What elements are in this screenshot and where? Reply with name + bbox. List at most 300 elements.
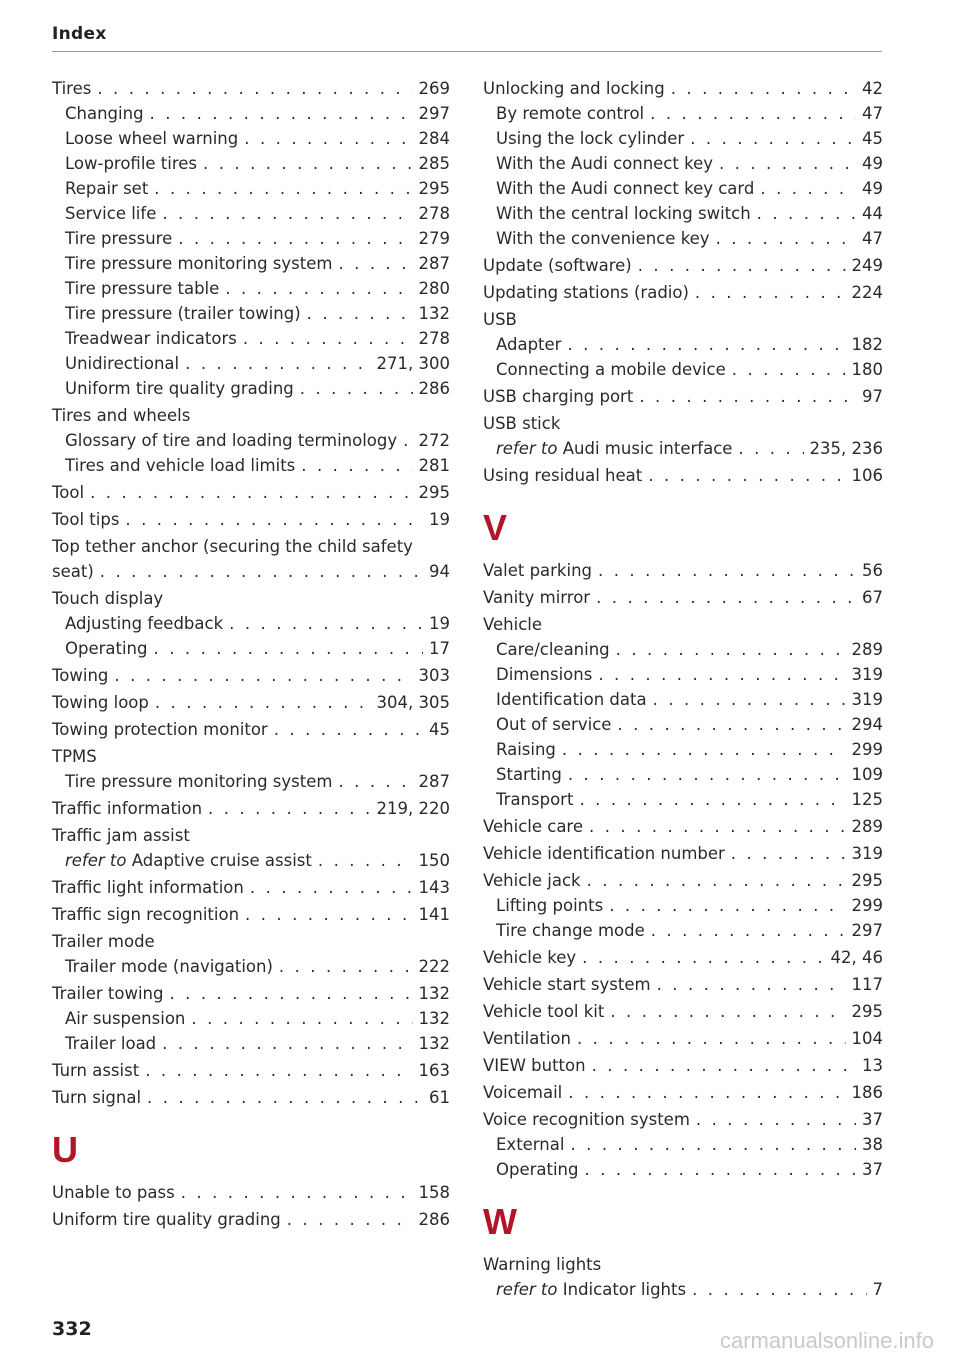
page-reference: 38 bbox=[862, 1135, 883, 1154]
index-entry-label: Turn signal bbox=[52, 1088, 142, 1107]
index-entry bbox=[483, 253, 883, 278]
index-entry bbox=[52, 76, 450, 101]
index-subentry bbox=[52, 428, 450, 453]
index-entry-label: Trailer load bbox=[65, 1034, 157, 1053]
dot-leader bbox=[638, 253, 846, 278]
page-reference: 279 bbox=[418, 229, 450, 248]
page-reference: 42 bbox=[862, 79, 883, 98]
index-entry-label: Dimensions bbox=[496, 665, 593, 684]
page-reference: 295 bbox=[418, 483, 450, 502]
dot-leader bbox=[671, 76, 856, 101]
index-entry-label: Vehicle key bbox=[483, 948, 577, 967]
dot-leader bbox=[609, 893, 845, 918]
dot-leader bbox=[657, 972, 846, 997]
index-subentry bbox=[483, 737, 883, 762]
index-entry-label: Adapter bbox=[496, 335, 562, 354]
index-subentry bbox=[483, 436, 883, 461]
index-entry-label: Glossary of tire and loading terminology bbox=[65, 431, 398, 450]
index-entry bbox=[52, 1180, 450, 1205]
page-reference: 299 bbox=[851, 740, 883, 759]
dot-leader bbox=[650, 101, 856, 126]
index-entry bbox=[52, 559, 450, 584]
page-reference: 285 bbox=[418, 154, 450, 173]
index-entry-label: Uniform tire quality grading bbox=[52, 1210, 281, 1229]
dot-leader bbox=[191, 1006, 412, 1031]
index-subentry bbox=[483, 687, 883, 712]
dot-leader bbox=[287, 1207, 413, 1232]
index-entry bbox=[483, 841, 883, 866]
index-entry bbox=[483, 1026, 883, 1051]
index-subentry bbox=[52, 251, 450, 276]
page-reference: 141 bbox=[418, 905, 450, 924]
index-entry-label: Adjusting feedback bbox=[65, 614, 224, 633]
index-heading-label: Traffic jam assist bbox=[52, 826, 190, 845]
index-entry-label: Repair set bbox=[65, 179, 149, 198]
dot-leader bbox=[178, 226, 412, 251]
dot-leader bbox=[598, 558, 856, 583]
page-reference: 19 bbox=[429, 614, 450, 633]
dot-leader bbox=[147, 1085, 423, 1110]
page-reference: 61 bbox=[429, 1088, 450, 1107]
index-heading bbox=[52, 823, 450, 848]
dot-leader bbox=[760, 176, 856, 201]
index-entry-label: Voicemail bbox=[483, 1083, 563, 1102]
page-reference: 319 bbox=[851, 690, 883, 709]
index-entry-label: Unidirectional bbox=[65, 354, 180, 373]
dot-leader bbox=[181, 1180, 413, 1205]
dot-leader bbox=[567, 332, 845, 357]
page-reference: 224 bbox=[851, 283, 883, 302]
page-reference: 7 bbox=[872, 1280, 883, 1299]
page-reference: 278 bbox=[418, 204, 450, 223]
index-subentry bbox=[52, 376, 450, 401]
page-reference: 44 bbox=[862, 204, 883, 223]
dot-leader bbox=[587, 868, 846, 893]
dot-leader bbox=[300, 376, 413, 401]
index-entry-label: Changing bbox=[65, 104, 144, 123]
dot-leader bbox=[150, 101, 413, 126]
page-reference: 180 bbox=[851, 360, 883, 379]
index-entry-label: With the Audi connect key card bbox=[496, 179, 755, 198]
index-entry-label: Care/cleaning bbox=[496, 640, 610, 659]
page-reference: 37 bbox=[862, 1160, 883, 1179]
index-subentry bbox=[483, 126, 883, 151]
index-subentry bbox=[483, 787, 883, 812]
dot-leader bbox=[582, 945, 824, 970]
dot-leader bbox=[653, 687, 846, 712]
index-subentry bbox=[52, 848, 450, 873]
index-entry-label: External bbox=[496, 1135, 565, 1154]
index-entry bbox=[52, 1058, 450, 1083]
index-entry-label: Traffic light information bbox=[52, 878, 244, 897]
index-heading-label: USB stick bbox=[483, 414, 561, 433]
dot-leader bbox=[338, 251, 412, 276]
dot-leader bbox=[570, 1132, 856, 1157]
dot-leader bbox=[732, 357, 846, 382]
dot-leader bbox=[97, 76, 412, 101]
dot-leader bbox=[616, 637, 846, 662]
index-subentry bbox=[483, 1277, 883, 1302]
index-entry-label: Tire pressure monitoring system bbox=[65, 254, 333, 273]
page-reference: 132 bbox=[418, 304, 450, 323]
index-entry-label: Loose wheel warning bbox=[65, 129, 239, 148]
index-entry-label bbox=[496, 436, 732, 461]
dot-leader bbox=[757, 201, 856, 226]
page-header-title: Index bbox=[52, 24, 107, 44]
page-reference: 284 bbox=[418, 129, 450, 148]
index-heading-label: TPMS bbox=[52, 747, 97, 766]
index-entry-label: With the Audi connect key bbox=[496, 154, 713, 173]
dot-leader bbox=[692, 1277, 866, 1302]
header-divider bbox=[52, 51, 882, 52]
dot-leader bbox=[243, 326, 413, 351]
page-reference: 42, 46 bbox=[830, 948, 883, 967]
index-entry-label: Identification data bbox=[496, 690, 647, 709]
index-entry-label: Tire pressure monitoring system bbox=[65, 772, 333, 791]
dot-leader bbox=[585, 1157, 857, 1182]
index-entry-label: Tire pressure table bbox=[65, 279, 220, 298]
index-entry-label: Towing loop bbox=[52, 693, 149, 712]
index-subentry bbox=[52, 326, 450, 351]
cross-reference-target: Adaptive cruise assist bbox=[131, 851, 312, 870]
index-entry-label: Vehicle identification number bbox=[483, 844, 725, 863]
index-entry-label: Lifting points bbox=[496, 896, 604, 915]
page-reference: 278 bbox=[418, 329, 450, 348]
index-subentry bbox=[52, 201, 450, 226]
index-entry-label: Using the lock cylinder bbox=[496, 129, 685, 148]
index-entry-label: Vehicle jack bbox=[483, 871, 581, 890]
index-entry-label: Tire pressure bbox=[65, 229, 173, 248]
page-reference: 104 bbox=[851, 1029, 883, 1048]
page-reference: 271, 300 bbox=[376, 354, 450, 373]
index-entry-label: Tool tips bbox=[52, 510, 120, 529]
page-reference: 281 bbox=[418, 456, 450, 475]
page-reference: 67 bbox=[862, 588, 883, 607]
section-letter: U bbox=[52, 1129, 78, 1170]
index-entry bbox=[483, 1080, 883, 1105]
dot-leader bbox=[318, 848, 413, 873]
index-entry-label: Raising bbox=[496, 740, 556, 759]
page-reference: 297 bbox=[418, 104, 450, 123]
page-reference: 272 bbox=[418, 431, 450, 450]
index-heading bbox=[52, 929, 450, 954]
index-entry bbox=[52, 480, 450, 505]
page-reference: 280 bbox=[418, 279, 450, 298]
index-entry bbox=[52, 663, 450, 688]
page-reference: 143 bbox=[418, 878, 450, 897]
dot-leader bbox=[690, 126, 856, 151]
index-entry bbox=[52, 1085, 450, 1110]
dot-leader bbox=[203, 151, 412, 176]
index-subentry bbox=[52, 453, 450, 478]
dot-leader bbox=[639, 384, 856, 409]
cross-reference-prefix: refer to bbox=[496, 439, 558, 458]
page-reference: 49 bbox=[862, 154, 883, 173]
dot-leader bbox=[155, 690, 371, 715]
index-entry bbox=[52, 690, 450, 715]
dot-leader bbox=[610, 999, 845, 1024]
index-entry bbox=[483, 814, 883, 839]
index-heading-label: USB bbox=[483, 310, 517, 329]
index-heading bbox=[52, 534, 450, 559]
index-entry bbox=[483, 585, 883, 610]
index-subentry bbox=[483, 662, 883, 687]
index-entry bbox=[52, 875, 450, 900]
index-entry bbox=[483, 384, 883, 409]
index-entry-label: Air suspension bbox=[65, 1009, 186, 1028]
index-entry-label: Tire change mode bbox=[496, 921, 645, 940]
dot-leader bbox=[596, 585, 856, 610]
index-entry-label: Trailer towing bbox=[52, 984, 164, 1003]
index-entry bbox=[483, 1053, 883, 1078]
dot-leader bbox=[562, 737, 846, 762]
index-subentry bbox=[483, 151, 883, 176]
page-reference: 287 bbox=[418, 254, 450, 273]
index-entry-label: Service life bbox=[65, 204, 157, 223]
index-heading-label: Trailer mode bbox=[52, 932, 155, 951]
page-reference: 150 bbox=[418, 851, 450, 870]
index-subentry bbox=[52, 276, 450, 301]
page-reference: 125 bbox=[851, 790, 883, 809]
index-entry-label: USB charging port bbox=[483, 387, 634, 406]
index-entry-label: VIEW button bbox=[483, 1056, 586, 1075]
page-reference: 94 bbox=[429, 562, 450, 581]
index-entry bbox=[483, 999, 883, 1024]
index-entry-label bbox=[65, 848, 312, 873]
index-entry bbox=[52, 717, 450, 742]
index-subentry bbox=[483, 1157, 883, 1182]
cross-reference-prefix: refer to bbox=[65, 851, 127, 870]
index-entry-label: By remote control bbox=[496, 104, 645, 123]
page-reference: 287 bbox=[418, 772, 450, 791]
index-heading bbox=[52, 744, 450, 769]
index-entry-label: Operating bbox=[496, 1160, 579, 1179]
page-reference: 222 bbox=[418, 957, 450, 976]
index-entry bbox=[483, 945, 883, 970]
index-entry-label: seat) bbox=[52, 562, 94, 581]
page-reference: 132 bbox=[418, 1009, 450, 1028]
cross-reference-target: Indicator lights bbox=[562, 1280, 687, 1299]
dot-leader bbox=[579, 787, 845, 812]
dot-leader bbox=[145, 1058, 412, 1083]
index-subentry bbox=[52, 1006, 450, 1031]
dot-leader bbox=[208, 796, 370, 821]
index-entry bbox=[483, 868, 883, 893]
index-heading bbox=[483, 1252, 883, 1277]
dot-leader bbox=[598, 662, 845, 687]
index-entry-label: Updating stations (radio) bbox=[483, 283, 689, 302]
page-reference: 289 bbox=[851, 817, 883, 836]
index-subentry bbox=[52, 351, 450, 376]
index-entry-label: Vanity mirror bbox=[483, 588, 591, 607]
page-reference: 163 bbox=[418, 1061, 450, 1080]
page-reference: 295 bbox=[418, 179, 450, 198]
page-reference: 158 bbox=[418, 1183, 450, 1202]
index-subentry bbox=[52, 226, 450, 251]
dot-leader bbox=[125, 507, 423, 532]
index-subentry bbox=[483, 226, 883, 251]
page-number: 332 bbox=[52, 1318, 92, 1340]
index-entry bbox=[52, 902, 450, 927]
index-entry-label: With the convenience key bbox=[496, 229, 710, 248]
page-reference: 249 bbox=[851, 256, 883, 275]
page-reference: 97 bbox=[862, 387, 883, 406]
dot-leader bbox=[648, 463, 845, 488]
index-subentry bbox=[52, 101, 450, 126]
index-entry-label: Voice recognition system bbox=[483, 1110, 690, 1129]
index-subentry bbox=[483, 332, 883, 357]
dot-leader bbox=[731, 841, 846, 866]
index-entry-label: Tire pressure (trailer towing) bbox=[65, 304, 301, 323]
index-entry-label: Vehicle tool kit bbox=[483, 1002, 605, 1021]
dot-leader bbox=[279, 954, 413, 979]
index-subentry bbox=[52, 1031, 450, 1056]
index-subentry bbox=[52, 301, 450, 326]
index-subentry bbox=[52, 126, 450, 151]
page-reference: 289 bbox=[851, 640, 883, 659]
index-entry bbox=[483, 280, 883, 305]
page-reference: 295 bbox=[851, 871, 883, 890]
index-subentry bbox=[52, 954, 450, 979]
index-subentry bbox=[52, 176, 450, 201]
page-reference: 47 bbox=[862, 229, 883, 248]
index-subentry bbox=[483, 762, 883, 787]
index-entry bbox=[483, 972, 883, 997]
cross-reference-target: Audi music interface bbox=[562, 439, 733, 458]
index-entry-label: Transport bbox=[496, 790, 574, 809]
index-entry-label: Turn assist bbox=[52, 1061, 140, 1080]
dot-leader bbox=[154, 176, 412, 201]
page-reference: 235, 236 bbox=[809, 439, 883, 458]
dot-leader bbox=[338, 769, 412, 794]
page-reference: 269 bbox=[418, 79, 450, 98]
dot-leader bbox=[403, 428, 412, 453]
dot-leader bbox=[592, 1053, 856, 1078]
page-reference: 303 bbox=[418, 666, 450, 685]
dot-leader bbox=[307, 301, 413, 326]
index-subentry bbox=[483, 712, 883, 737]
index-entry-label: Operating bbox=[65, 639, 148, 658]
index-entry-label: Trailer mode (navigation) bbox=[65, 957, 273, 976]
dot-leader bbox=[245, 902, 412, 927]
dot-leader bbox=[738, 436, 803, 461]
dot-leader bbox=[274, 717, 423, 742]
page-reference: 286 bbox=[418, 379, 450, 398]
index-column-left bbox=[52, 76, 450, 1232]
page-reference: 106 bbox=[851, 466, 883, 485]
index-heading-label: Touch display bbox=[52, 589, 164, 608]
page-reference: 295 bbox=[851, 1002, 883, 1021]
page-reference: 182 bbox=[851, 335, 883, 354]
index-entry bbox=[52, 507, 450, 532]
page-reference: 37 bbox=[862, 1110, 883, 1129]
index-subentry bbox=[483, 893, 883, 918]
index-entry-label bbox=[496, 1277, 686, 1302]
index-heading bbox=[483, 307, 883, 332]
index-entry bbox=[52, 1207, 450, 1232]
index-entry-label: Unable to pass bbox=[52, 1183, 175, 1202]
index-entry-label: Towing bbox=[52, 666, 109, 685]
page-reference: 132 bbox=[418, 1034, 450, 1053]
page-reference: 294 bbox=[851, 715, 883, 734]
index-entry-label: Tires bbox=[52, 79, 92, 98]
dot-leader bbox=[250, 875, 413, 900]
dot-leader bbox=[162, 201, 412, 226]
page-reference: 45 bbox=[429, 720, 450, 739]
dot-leader bbox=[90, 480, 412, 505]
page-reference: 186 bbox=[851, 1083, 883, 1102]
dot-leader bbox=[301, 453, 412, 478]
dot-leader bbox=[100, 559, 423, 584]
dot-leader bbox=[229, 611, 423, 636]
index-entry-label: Using residual heat bbox=[483, 466, 643, 485]
cross-reference-prefix: refer to bbox=[496, 1280, 558, 1299]
page-reference: 13 bbox=[862, 1056, 883, 1075]
dot-leader bbox=[696, 1107, 856, 1132]
index-entry bbox=[483, 76, 883, 101]
index-subentry bbox=[483, 201, 883, 226]
index-column-right bbox=[483, 76, 883, 1302]
index-entry bbox=[483, 463, 883, 488]
index-entry-label: Connecting a mobile device bbox=[496, 360, 726, 379]
index-subentry bbox=[52, 636, 450, 661]
page-reference: 286 bbox=[418, 1210, 450, 1229]
dot-leader bbox=[225, 276, 412, 301]
index-entry-label: Valet parking bbox=[483, 561, 593, 580]
section-letter: W bbox=[483, 1201, 517, 1242]
page-reference: 319 bbox=[851, 844, 883, 863]
page-reference: 17 bbox=[429, 639, 450, 658]
index-entry-label: Uniform tire quality grading bbox=[65, 379, 294, 398]
dot-leader bbox=[244, 126, 412, 151]
dot-leader bbox=[169, 981, 412, 1006]
page-reference: 299 bbox=[851, 896, 883, 915]
page-reference: 45 bbox=[862, 129, 883, 148]
dot-leader bbox=[716, 226, 856, 251]
index-entry-label: Vehicle start system bbox=[483, 975, 651, 994]
page-reference: 304, 305 bbox=[376, 693, 450, 712]
page-reference: 56 bbox=[862, 561, 883, 580]
dot-leader bbox=[185, 351, 370, 376]
dot-leader bbox=[114, 663, 412, 688]
index-entry-label: Traffic sign recognition bbox=[52, 905, 240, 924]
index-subentry bbox=[483, 637, 883, 662]
index-entry-label: Update (software) bbox=[483, 256, 632, 275]
index-subentry bbox=[52, 151, 450, 176]
index-entry bbox=[483, 1107, 883, 1132]
index-entry-label: Unlocking and locking bbox=[483, 79, 665, 98]
index-subentry bbox=[483, 101, 883, 126]
dot-leader bbox=[589, 814, 845, 839]
index-heading bbox=[52, 403, 450, 428]
section-letter: V bbox=[483, 507, 508, 548]
index-entry-label: Traffic information bbox=[52, 799, 203, 818]
index-subentry bbox=[483, 1132, 883, 1157]
page-reference: 219, 220 bbox=[376, 799, 450, 818]
index-subentry bbox=[483, 918, 883, 943]
dot-leader bbox=[719, 151, 856, 176]
index-entry-label: Tires and vehicle load limits bbox=[65, 456, 296, 475]
page-reference: 297 bbox=[851, 921, 883, 940]
index-entry-label: Towing protection monitor bbox=[52, 720, 268, 739]
index-entry-label: Ventilation bbox=[483, 1029, 571, 1048]
dot-leader bbox=[695, 280, 846, 305]
index-heading-label: Vehicle bbox=[483, 615, 543, 634]
index-heading-label: Top tether anchor (securing the child safety bbox=[52, 537, 413, 556]
watermark: carmanualsonline.info bbox=[719, 1328, 934, 1353]
page-reference: 49 bbox=[862, 179, 883, 198]
dot-leader bbox=[568, 762, 846, 787]
